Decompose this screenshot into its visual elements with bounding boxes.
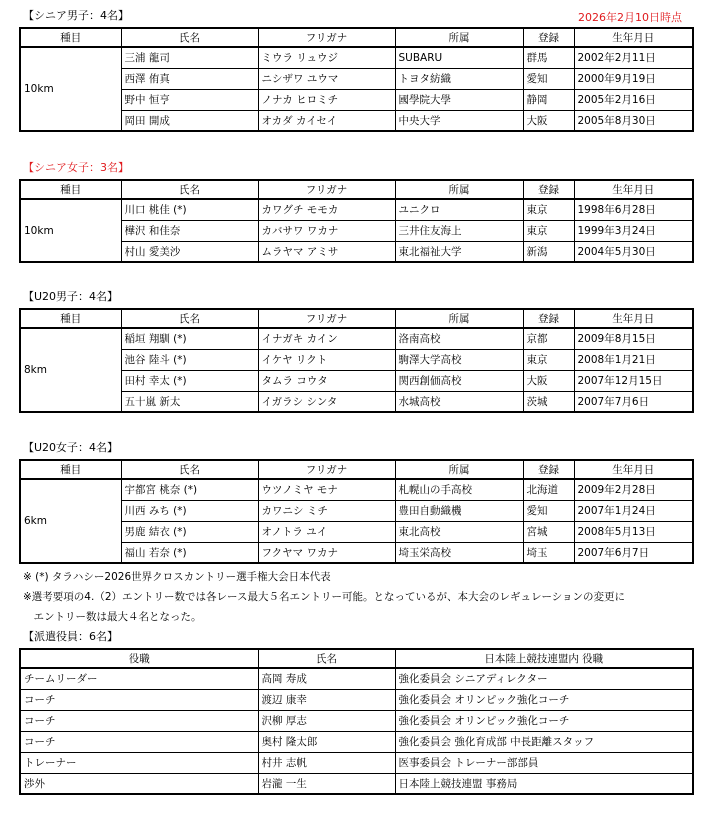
col-registration: 登録 <box>523 309 574 328</box>
col-birthdate: 生年月日 <box>574 460 693 479</box>
table-row <box>20 370 693 391</box>
note-entry-rule-cont: エントリー数は最大４名となった。 <box>23 611 202 623</box>
name-cell: 村山 愛美沙 <box>121 241 258 262</box>
col-event: 種目 <box>20 309 121 328</box>
note-entry-rule: ※選考要項の4.（2）エントリー数では各レース最大５名エントリー可能。となっているが、本大会のレギュレーションの変更に <box>23 591 626 603</box>
table-row <box>20 500 693 521</box>
col-role: 役職 <box>20 649 258 668</box>
table-row <box>20 773 693 794</box>
birthdate-cell: 1999年3月24日 <box>574 220 693 241</box>
table-row <box>20 68 693 89</box>
affiliation-cell: 駒澤大学高校 <box>395 349 523 370</box>
kana-cell: ノナカ ヒロミチ <box>258 89 395 110</box>
col-event: 種目 <box>20 460 121 479</box>
table-header-row <box>20 28 693 47</box>
table-row <box>20 199 693 220</box>
jaaf-role-cell: 強化委員会 オリンピック強化コーチ <box>395 710 693 731</box>
affiliation-cell: ユニクロ <box>395 199 523 220</box>
registration-cell: 東京 <box>523 199 574 220</box>
col-birthdate: 生年月日 <box>574 309 693 328</box>
kana-cell: ウツノミヤ モナ <box>258 479 395 500</box>
col-jaaf-role: 日本陸上競技連盟内 役職 <box>395 649 693 668</box>
name-cell: 稲垣 翔馴 (*) <box>121 328 258 349</box>
col-kana: フリガナ <box>258 28 395 47</box>
role-cell: コーチ <box>20 710 258 731</box>
registration-cell: 宮城 <box>523 521 574 542</box>
section-title-staff: 【派遣役員：6名】 <box>23 630 118 643</box>
jaaf-role-cell: 医事委員会 トレーナー部部員 <box>395 752 693 773</box>
staff-name-cell: 渡辺 康幸 <box>258 689 395 710</box>
table-row <box>20 542 693 563</box>
col-birthdate: 生年月日 <box>574 180 693 199</box>
col-kana: フリガナ <box>258 309 395 328</box>
table-row <box>20 349 693 370</box>
kana-cell: カバサワ ワカナ <box>258 220 395 241</box>
registration-cell: 埼玉 <box>523 542 574 563</box>
birthdate-cell: 2008年5月13日 <box>574 521 693 542</box>
name-cell: 福山 若奈 (*) <box>121 542 258 563</box>
event-cell: 10km <box>20 47 121 131</box>
birthdate-cell: 2009年8月15日 <box>574 328 693 349</box>
col-affiliation: 所属 <box>395 309 523 328</box>
kana-cell: イケヤ リクト <box>258 349 395 370</box>
jaaf-role-cell: 強化委員会 シニアディレクター <box>395 668 693 689</box>
birthdate-cell: 1998年6月28日 <box>574 199 693 220</box>
affiliation-cell: 関西創価高校 <box>395 370 523 391</box>
registration-cell: 静岡 <box>523 89 574 110</box>
kana-cell: カワニシ ミチ <box>258 500 395 521</box>
col-event: 種目 <box>20 180 121 199</box>
as-of-date: 2026年2月10日時点 <box>578 11 682 24</box>
staff-name-cell: 高岡 寿成 <box>258 668 395 689</box>
affiliation-cell: 洛南高校 <box>395 328 523 349</box>
col-affiliation: 所属 <box>395 180 523 199</box>
name-cell: 池谷 陸斗 (*) <box>121 349 258 370</box>
col-kana: フリガナ <box>258 180 395 199</box>
jaaf-role-cell: 日本陸上競技連盟 事務局 <box>395 773 693 794</box>
event-cell: 10km <box>20 199 121 262</box>
name-cell: 樺沢 和佳奈 <box>121 220 258 241</box>
section-title-u20-women: 【U20女子：4名】 <box>23 441 119 454</box>
staff-name-cell: 沢柳 厚志 <box>258 710 395 731</box>
col-birthdate: 生年月日 <box>574 28 693 47</box>
col-name: 氏名 <box>121 180 258 199</box>
role-cell: 渉外 <box>20 773 258 794</box>
name-cell: 野中 恒亨 <box>121 89 258 110</box>
kana-cell: オカダ カイセイ <box>258 110 395 131</box>
note-japan-rep: ※ (*) タラハシー2026世界クロスカントリー選手権大会日本代表 <box>23 571 331 583</box>
role-cell: トレーナー <box>20 752 258 773</box>
table-row <box>20 328 693 349</box>
registration-cell: 東京 <box>523 220 574 241</box>
role-cell: コーチ <box>20 689 258 710</box>
kana-cell: ムラヤマ アミサ <box>258 241 395 262</box>
section-title-senior-women: 【シニア女子：3名】 <box>23 161 129 174</box>
name-cell: 男鹿 結衣 (*) <box>121 521 258 542</box>
affiliation-cell: 三井住友海上 <box>395 220 523 241</box>
registration-cell: 大阪 <box>523 110 574 131</box>
table-row <box>20 752 693 773</box>
table-row <box>20 731 693 752</box>
col-registration: 登録 <box>523 180 574 199</box>
table-row <box>20 391 693 412</box>
name-cell: 川西 みち (*) <box>121 500 258 521</box>
jaaf-role-cell: 強化委員会 オリンピック強化コーチ <box>395 689 693 710</box>
affiliation-cell: 埼玉栄高校 <box>395 542 523 563</box>
table-row <box>20 110 693 131</box>
birthdate-cell: 2004年5月30日 <box>574 241 693 262</box>
col-staff-name: 氏名 <box>258 649 395 668</box>
registration-cell: 新潟 <box>523 241 574 262</box>
col-name: 氏名 <box>121 309 258 328</box>
table-header-row <box>20 309 693 328</box>
affiliation-cell: 札幌山の手高校 <box>395 479 523 500</box>
col-name: 氏名 <box>121 460 258 479</box>
registration-cell: 茨城 <box>523 391 574 412</box>
name-cell: 三浦 龍司 <box>121 47 258 68</box>
col-kana: フリガナ <box>258 460 395 479</box>
table-row <box>20 47 693 68</box>
affiliation-cell: 中央大学 <box>395 110 523 131</box>
col-affiliation: 所属 <box>395 460 523 479</box>
birthdate-cell: 2007年7月6日 <box>574 391 693 412</box>
table-row <box>20 689 693 710</box>
role-cell: コーチ <box>20 731 258 752</box>
kana-cell: タムラ コウタ <box>258 370 395 391</box>
birthdate-cell: 2002年2月11日 <box>574 47 693 68</box>
table-row <box>20 521 693 542</box>
name-cell: 岡田 開成 <box>121 110 258 131</box>
table-header-row <box>20 180 693 199</box>
affiliation-cell: 國學院大學 <box>395 89 523 110</box>
table-row <box>20 220 693 241</box>
birthdate-cell: 2009年2月28日 <box>574 479 693 500</box>
staff-name-cell: 村井 志帆 <box>258 752 395 773</box>
col-name: 氏名 <box>121 28 258 47</box>
name-cell: 田村 幸太 (*) <box>121 370 258 391</box>
name-cell: 五十嵐 新太 <box>121 391 258 412</box>
birthdate-cell: 2000年9月19日 <box>574 68 693 89</box>
table-row <box>20 241 693 262</box>
affiliation-cell: 東北高校 <box>395 521 523 542</box>
event-cell: 6km <box>20 479 121 563</box>
table-row <box>20 89 693 110</box>
col-affiliation: 所属 <box>395 28 523 47</box>
affiliation-cell: SUBARU <box>395 47 523 68</box>
section-title-u20-men: 【U20男子：4名】 <box>23 290 119 303</box>
registration-cell: 愛知 <box>523 68 574 89</box>
staff-name-cell: 岩瀧 一生 <box>258 773 395 794</box>
registration-cell: 北海道 <box>523 479 574 500</box>
event-cell: 8km <box>20 328 121 412</box>
kana-cell: ニシザワ ユウマ <box>258 68 395 89</box>
kana-cell: オノトラ ユイ <box>258 521 395 542</box>
col-registration: 登録 <box>523 28 574 47</box>
affiliation-cell: 水城高校 <box>395 391 523 412</box>
jaaf-role-cell: 強化委員会 強化育成部 中長距離スタッフ <box>395 731 693 752</box>
birthdate-cell: 2007年6月7日 <box>574 542 693 563</box>
birthdate-cell: 2007年1月24日 <box>574 500 693 521</box>
registration-cell: 愛知 <box>523 500 574 521</box>
kana-cell: ミウラ リュウジ <box>258 47 395 68</box>
table-row <box>20 479 693 500</box>
section-title-senior-men: 【シニア男子：4名】 <box>23 9 129 22</box>
table-row <box>20 710 693 731</box>
staff-table <box>19 648 694 795</box>
birthdate-cell: 2008年1月21日 <box>574 349 693 370</box>
affiliation-cell: 豊田自動織機 <box>395 500 523 521</box>
registration-cell: 京都 <box>523 328 574 349</box>
birthdate-cell: 2005年2月16日 <box>574 89 693 110</box>
senior-women-table <box>19 179 694 263</box>
name-cell: 宇都宮 桃奈 (*) <box>121 479 258 500</box>
kana-cell: イガラシ シンタ <box>258 391 395 412</box>
table-row <box>20 668 693 689</box>
staff-name-cell: 奥村 隆太郎 <box>258 731 395 752</box>
name-cell: 西澤 侑真 <box>121 68 258 89</box>
birthdate-cell: 2007年12月15日 <box>574 370 693 391</box>
table-header-row <box>20 460 693 479</box>
birthdate-cell: 2005年8月30日 <box>574 110 693 131</box>
kana-cell: フクヤマ ワカナ <box>258 542 395 563</box>
kana-cell: イナガキ カイン <box>258 328 395 349</box>
role-cell: チームリーダー <box>20 668 258 689</box>
registration-cell: 群馬 <box>523 47 574 68</box>
u20-women-table <box>19 459 694 564</box>
name-cell: 川口 桃佳 (*) <box>121 199 258 220</box>
col-registration: 登録 <box>523 460 574 479</box>
registration-cell: 東京 <box>523 349 574 370</box>
affiliation-cell: トヨタ紡織 <box>395 68 523 89</box>
kana-cell: カワグチ モモカ <box>258 199 395 220</box>
u20-men-table <box>19 308 694 413</box>
table-header-row <box>20 649 693 668</box>
registration-cell: 大阪 <box>523 370 574 391</box>
col-event: 種目 <box>20 28 121 47</box>
senior-men-table <box>19 27 694 132</box>
affiliation-cell: 東北福祉大学 <box>395 241 523 262</box>
